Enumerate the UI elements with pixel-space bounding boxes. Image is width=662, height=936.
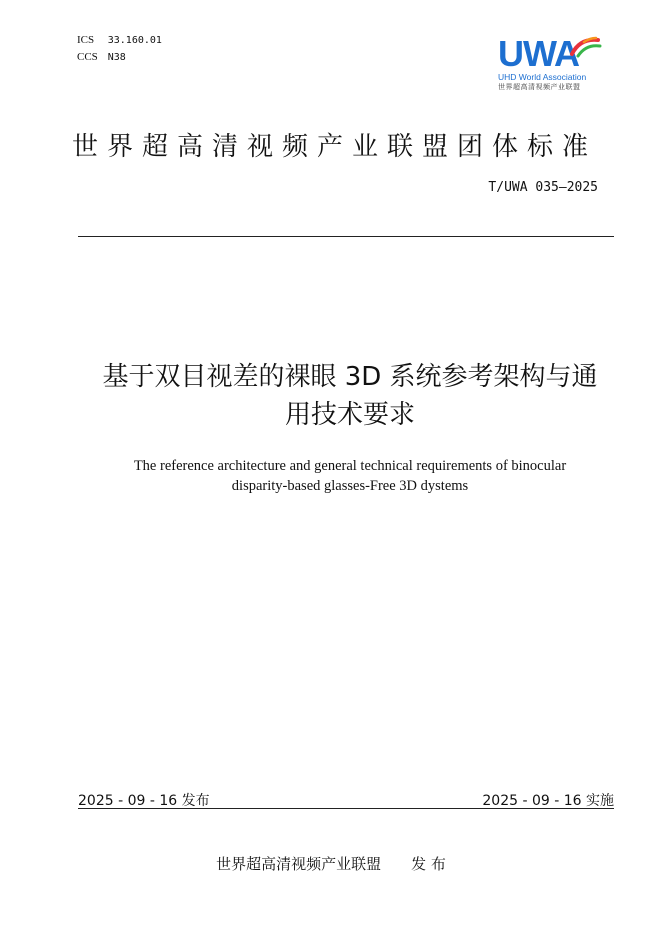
- publisher-line: [0, 853, 662, 874]
- document-title-cn: [70, 358, 630, 434]
- logo-text: UWA: [498, 33, 579, 74]
- implement-date: 2025 - 09 - 16 实施: [482, 793, 614, 809]
- standard-title: 世界超高清视频产业联盟团体标准: [72, 132, 598, 162]
- ccs-row: [77, 49, 162, 66]
- logo-subtitle: UHD World Association: [498, 72, 587, 82]
- issue-date: 2025 - 09 - 16 发布: [78, 793, 210, 809]
- document-title-en: [70, 456, 630, 496]
- title-en-line1: The reference architecture and general technical requirements of binocular: [133, 458, 567, 474]
- publisher-name: 世界超高清视频产业联盟: [216, 855, 382, 873]
- classification-codes: [77, 32, 162, 66]
- standard-number: T/UWA 035—2025: [488, 180, 598, 195]
- ics-label: ICS: [77, 34, 95, 46]
- ics-value: 33.160.01: [107, 35, 162, 46]
- logo-swoosh-icon: [568, 36, 602, 58]
- title-cn-line1: 基于双目视差的裸眼 3D 系统参考架构与通: [102, 362, 598, 392]
- publish-word: 发 布: [411, 855, 446, 873]
- ccs-label: CCS: [77, 51, 98, 63]
- ics-row: [77, 32, 162, 49]
- title-en-line2: disparity-based glasses-Free 3D dystems: [231, 478, 469, 494]
- title-cn-line2: 用技术要求: [284, 400, 415, 430]
- footer-divider: [78, 808, 614, 809]
- header-divider: [78, 236, 614, 237]
- ccs-value: N38: [107, 52, 126, 63]
- logo-subtitle-cn: 世界超高清视频产业联盟: [498, 83, 581, 91]
- uwa-logo: [498, 33, 602, 96]
